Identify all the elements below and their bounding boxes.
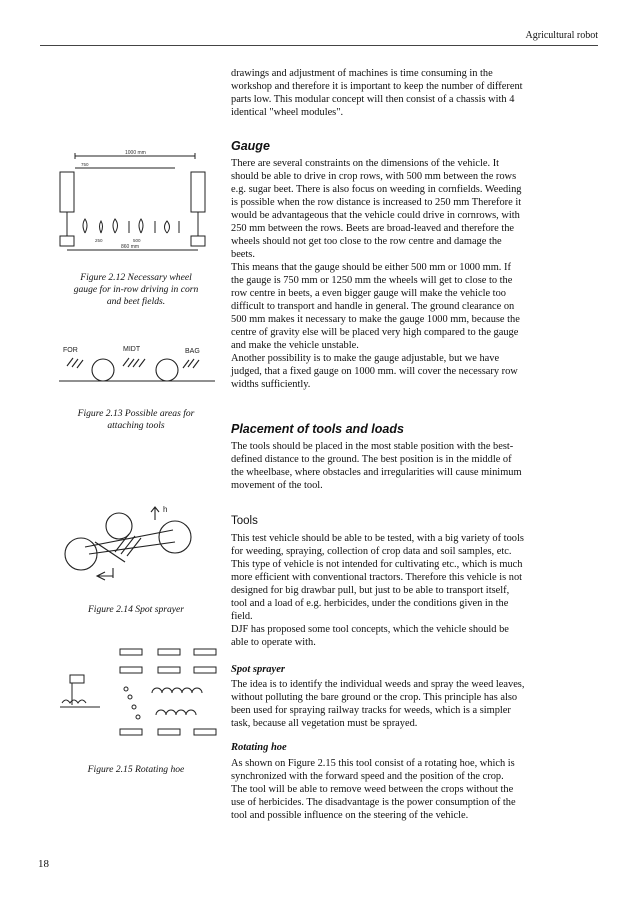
rotating-hoe-heading: Rotating hoe — [231, 742, 287, 753]
wheel-right-icon — [159, 521, 191, 553]
arrow-cross-icon — [97, 568, 113, 580]
placement-heading: Placement of tools and loads — [231, 422, 404, 436]
hoe-coil-icon — [152, 688, 202, 715]
tools-paragraph: This test vehicle should be able to be tested, with a big variety of tools for weeding, spraying, collection of crop data and soil samples, etc. This type of vehicle is not intended for cultivating etc., which is much more efficient with conventional tractors. Therefore this vehicle is not designed for big drawbar pull, but just to be able to transport itself, tool and a load of e.g. herbicides, under the conditions given in the field. DJF has proposed some tool concepts, which the vehicle should be able to operate with. — [231, 533, 524, 648]
fig212-label-250: 250 — [95, 238, 103, 243]
fig214-label-h: h — [163, 505, 168, 514]
fig213-label-midt: MIDT — [123, 346, 141, 353]
wheel-rear-icon — [156, 359, 178, 381]
running-header: Agricultural robot — [525, 30, 598, 41]
figure-2-14-caption: Figure 2.14 Spot sprayer — [87, 604, 185, 615]
figure-2-15-sketch — [60, 645, 225, 745]
sprayer-nozzle-icon — [60, 675, 100, 707]
figure-2-12-caption: Figure 2.12 Necessary wheel gauge for in-row driving in corn and beet fields. — [73, 272, 199, 307]
crop-plant-icon — [83, 219, 179, 233]
wheel-front-icon — [92, 359, 114, 381]
page-number: 18 — [38, 858, 49, 870]
rotating-hoe-paragraph: As shown on Figure 2.15 this tool consist of a rotating hoe, which is synchronized with the forward speed and the position of the crop. The tool will be able to remove weed between the crops without the use of herbicides. The disadvantage is the power consumption of the tool and possible influence on the steering of the vehicle. — [231, 758, 516, 821]
fig213-label-for: FOR — [63, 347, 78, 354]
placement-paragraph: The tools should be placed in the most stable position with the best- defined distance to the ground. The best position is in the middle of the wheelbase, where obstacles and irregularities will cause minimum movement of the tool. — [231, 441, 522, 491]
tools-heading: Tools — [231, 515, 258, 527]
header-rule — [40, 45, 598, 46]
fig212-label-750: 750 — [81, 162, 89, 167]
figure-2-12-sketch — [55, 148, 215, 258]
spot-sprayer-heading: Spot sprayer — [231, 664, 285, 675]
fig212-label-500: 500 — [133, 238, 141, 243]
fig212-label-860: 860 mm — [121, 244, 140, 250]
figure-2-13-caption: Figure 2.13 Possible areas for attaching tools — [77, 408, 195, 431]
figure-2-14-sketch — [55, 502, 205, 587]
spot-sprayer-paragraph: The idea is to identify the individual weeds and spray the weed leaves, without polluting the bare ground or the crop. This principle has also been used for spraying railway tracks for weeds, which is a simpler task, because all vegetation must be sprayed. — [231, 679, 525, 729]
gauge-heading: Gauge — [231, 139, 270, 153]
intro-paragraph: drawings and adjustment of machines is time consuming in the workshop and therefore it is important to keep the number of different parts low. This modular concept will then consist of a chassis with 4 identical "wheel modules". — [231, 68, 523, 118]
arrow-up-icon — [151, 507, 159, 520]
fig212-label-1000: 1000 mm — [125, 150, 146, 156]
figure-2-15-caption: Figure 2.15 Rotating hoe — [87, 764, 185, 775]
gauge-paragraph: There are several constraints on the dimensions of the vehicle. It should be able to drive in crop rows, with 500 mm between the rows e.g. sugar beet. There is also focus on weeding in cornfields. Weeding is possible when the row distance is increased to 250 mm Therefore it would be advantageous that the vehicle could drive in cornrows, with 250 mm between the rows. Beets are broad-leaved and therefore the wheels should not get too close to the row centre and damage the beets. This means that the gauge should be either 500 mm or 1000 mm. If the gauge is 750 mm or 1250 mm the wheels will get to close to the row centre in beets, a even bigger gauge will make the vehicle too difficult to transport and handle in general. The ground clearance on 500 mm makes it necessary to make the gauge 1000 mm, because the centre of gravity else will be placed very high compared to the gauge and make the vehicle unstable. Another possibility is to make the gauge adjustable, but we have judged, that a fixed gauge on 1000 mm. will cover the necessary row widths sufficiently. — [231, 158, 522, 390]
figure-2-13-sketch — [55, 340, 220, 390]
fig213-label-bag: BAG — [185, 348, 200, 355]
hatch-marks-icon — [67, 358, 199, 368]
